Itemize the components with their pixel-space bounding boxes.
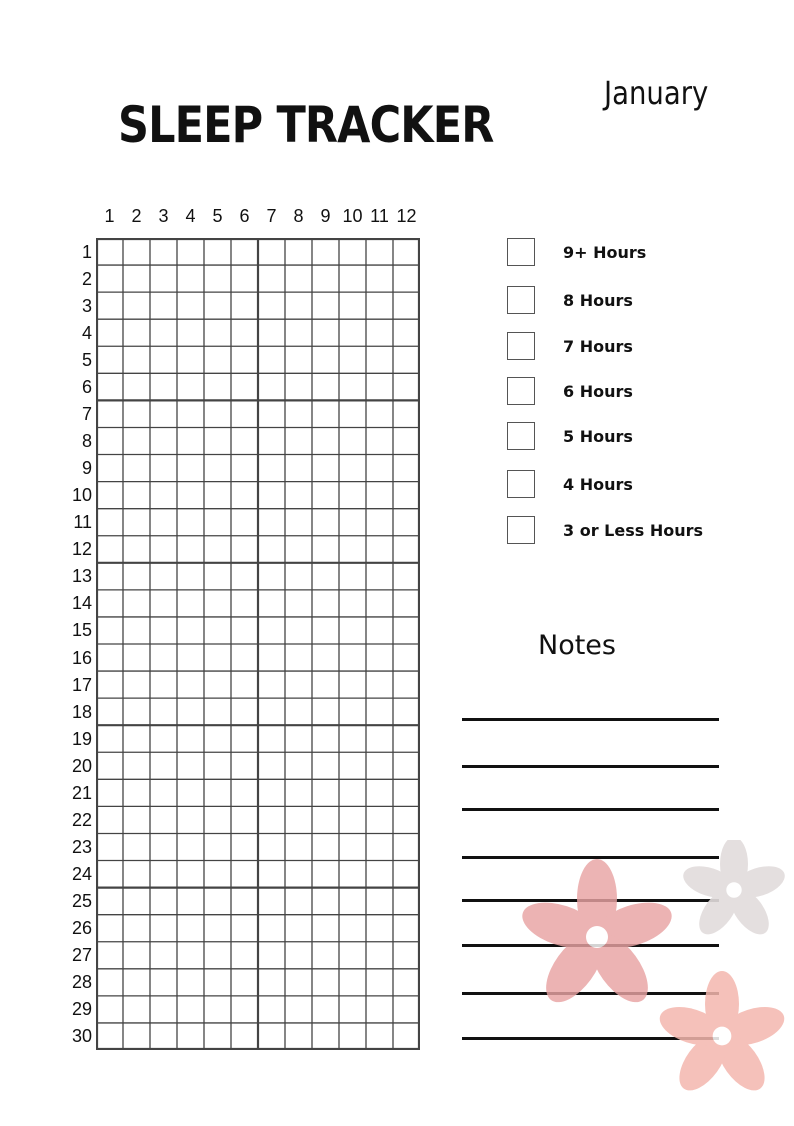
note-line[interactable] (462, 992, 719, 995)
row-label: 25 (71, 891, 92, 912)
column-label: 9 (320, 206, 331, 226)
legend-checkbox[interactable] (507, 332, 535, 360)
row-label: 12 (71, 539, 92, 560)
flower-petal (517, 894, 605, 957)
legend-label: 4 Hours (563, 475, 633, 494)
column-label: 10 (342, 206, 363, 226)
flower-petal (679, 860, 739, 903)
page-title: SLEEP TRACKER (118, 96, 494, 154)
row-label: 29 (71, 999, 92, 1020)
note-line[interactable] (462, 765, 719, 768)
row-label: 16 (71, 647, 92, 668)
column-label: 2 (131, 206, 142, 226)
column-label: 7 (266, 206, 277, 226)
row-label: 27 (71, 945, 92, 966)
flower-petal (729, 860, 789, 903)
row-label: 18 (71, 701, 92, 722)
column-label: 11 (370, 206, 389, 226)
flower-petal (720, 840, 748, 891)
flower-icon (655, 971, 789, 1099)
legend-checkbox[interactable] (507, 422, 535, 450)
row-label: 22 (71, 809, 92, 830)
flower-petal (692, 881, 746, 941)
column-labels (96, 206, 420, 230)
flower-decoration (500, 840, 794, 1126)
legend-checkbox[interactable] (507, 286, 535, 314)
row-label: 20 (71, 755, 92, 776)
column-label: 5 (212, 206, 223, 226)
month-label: January (604, 74, 709, 112)
legend-checkbox[interactable] (507, 516, 535, 544)
row-label: 30 (71, 1026, 92, 1047)
flower-icon (517, 859, 678, 1012)
legend-label: 5 Hours (563, 427, 633, 446)
row-label: 24 (71, 864, 92, 885)
note-line[interactable] (462, 1037, 719, 1040)
notes-title: Notes (538, 630, 616, 661)
note-line[interactable] (462, 899, 719, 902)
column-label: 6 (239, 206, 250, 226)
flower-petal (722, 881, 776, 941)
column-label: 12 (396, 206, 417, 226)
legend-checkbox[interactable] (507, 470, 535, 498)
row-label: 23 (71, 837, 92, 857)
note-line[interactable] (462, 808, 719, 811)
legend-checkbox[interactable] (507, 377, 535, 405)
row-label: 5 (81, 349, 92, 370)
row-label: 28 (71, 972, 92, 993)
note-line[interactable] (462, 856, 719, 859)
column-label: 4 (185, 206, 196, 226)
legend-checkbox[interactable] (507, 238, 535, 266)
row-label: 14 (71, 593, 92, 614)
row-label: 15 (71, 620, 92, 641)
row-label: 6 (81, 376, 92, 397)
flower-petal (716, 1000, 789, 1053)
row-label: 26 (71, 918, 92, 939)
row-label: 7 (81, 403, 92, 424)
row-label: 21 (71, 782, 92, 803)
flower-center (726, 882, 741, 897)
column-label: 8 (293, 206, 304, 226)
row-label: 4 (81, 322, 92, 343)
row-label: 13 (71, 566, 92, 587)
row-label: 1 (81, 241, 92, 262)
flower-center (713, 1027, 732, 1046)
row-label: 17 (71, 674, 92, 695)
column-label: 1 (104, 206, 115, 226)
row-label: 9 (81, 458, 92, 479)
column-label: 3 (158, 206, 169, 226)
sleep-grid (96, 238, 420, 1050)
flower-petal (655, 1000, 728, 1053)
row-label: 19 (71, 728, 92, 749)
row-label: 8 (81, 431, 92, 451)
row-labels (54, 238, 92, 1050)
grid-lines (96, 238, 420, 1050)
row-label: 3 (81, 295, 92, 316)
note-line[interactable] (462, 944, 719, 947)
flower-petal (580, 924, 659, 1012)
flower-petal (705, 971, 739, 1037)
legend-label: 7 Hours (563, 337, 633, 356)
row-label: 11 (73, 512, 92, 533)
note-line[interactable] (462, 718, 719, 721)
legend-label: 6 Hours (563, 382, 633, 401)
legend-label: 3 or Less Hours (563, 521, 704, 540)
flower-petal (535, 924, 614, 1012)
legend-label: 9+ Hours (563, 243, 647, 262)
row-label: 10 (71, 485, 92, 506)
legend-label: 8 Hours (563, 291, 633, 310)
row-label: 2 (81, 268, 92, 289)
flower-petal (589, 894, 677, 957)
